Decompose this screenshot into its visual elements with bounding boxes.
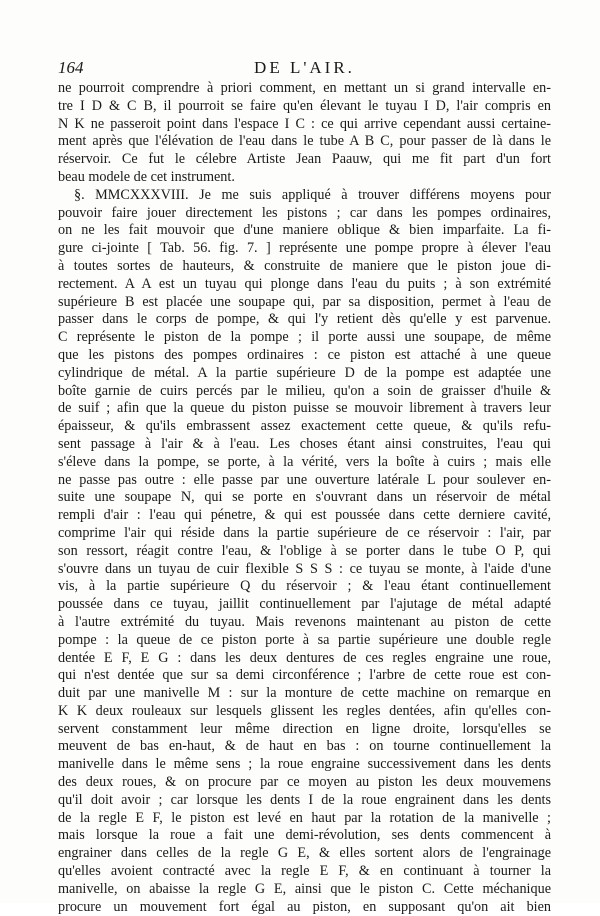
text-line: rempli d'air : l'eau qui pénetre, & qui est poussée dans cette derniere cavité, bbox=[58, 507, 551, 524]
text-line: servent constamment leur même direction en ligne droite, lorsqu'elles se bbox=[58, 720, 551, 737]
text-line: §. MMCXXXVIII. Je me suis appliqué à trouver différens moyens pour bbox=[74, 186, 551, 203]
text-line: son ressort, réagit contre l'eau, & l'oblige à se porter dans le tube O P, qui bbox=[58, 542, 551, 559]
text-line: que les pistons des pompes ordinaires : ce piston est attaché à une queue bbox=[58, 346, 551, 363]
text-line: à toutes sortes de hauteurs, & construite de maniere que le piston joue di- bbox=[58, 257, 551, 274]
text-line: s'ouvre dans un tuyau de cuir flexible S S S : ce tuyau se monte, à l'aide d'une bbox=[58, 560, 551, 577]
text-line: vis, à la partie supérieure Q du réservoir ; & l'eau étant continuellement bbox=[58, 578, 551, 595]
text-line: pouvoir faire jouer directement les pistons ; car dans les pompes ordinaires, bbox=[58, 204, 551, 221]
text-line: N K ne passeroit point dans l'espace I C : ce qui arrive cependant aussi certaine- bbox=[58, 115, 551, 132]
text-line: procure un mouvement fort égal au piston, en supposant qu'on ait bien bbox=[58, 898, 551, 915]
text-line: C représente le piston de la pompe ; il porte aussi une soupape, de même bbox=[58, 329, 551, 346]
text-line: épaisseur, & qu'ils embrassent assez exactement cette queue, & qu'ils refu- bbox=[58, 418, 551, 435]
text-line: cylindrique de métal. A la partie supérieure D de la pompe est adaptée une bbox=[58, 364, 551, 381]
text-line: K K deux rouleaux sur lesquels glissent les regles dentées, afin qu'elles con- bbox=[58, 702, 551, 719]
text-line: qu'il doit avoir ; car lorsque les dents I de la roue engrainent dans les dents bbox=[58, 791, 551, 808]
text-line: manivelle, on abaisse la regle G E, ainsi que le piston C. Cette méchanique bbox=[58, 880, 551, 897]
text-line: beau modele de cet instrument. bbox=[58, 168, 235, 185]
text-line: comprime l'air qui réside dans la partie supérieure de ce réservoir : l'air, par bbox=[58, 524, 551, 541]
text-line: s'éleve dans la pompe, se porte, à la vérité, vers la boîte à cuirs ; mais elle bbox=[58, 453, 551, 470]
text-line: gure ci-jointe [ Tab. 56. fig. 7. ] représente une pompe propre à élever l'eau bbox=[58, 240, 551, 257]
text-line: meuvent de bas en-haut, & de haut en bas : on tourne continuellement la bbox=[58, 738, 551, 755]
text-line: on ne les fait mouvoir que d'une maniere oblique & bien imparfaite. La fi- bbox=[58, 222, 551, 239]
text-line: de suif ; afin que la queue du piston puisse se mouvoir librement à travers leur bbox=[58, 400, 551, 417]
running-title: DE L'AIR. bbox=[254, 58, 355, 77]
text-line: de la regle E F, le piston est levé en haut par la rotation de la manivelle ; bbox=[58, 809, 551, 826]
text-line: qui n'est dentée que sur sa demi circonférence ; l'arbre de cette roue est con- bbox=[58, 667, 551, 684]
text-line: mais lorsque la roue a fait une demi-révolution, ses dents commencent à bbox=[58, 827, 551, 844]
text-line: pompe : la queue de ce piston porte à sa partie supérieure une double regle bbox=[58, 631, 551, 648]
page-number: 164 bbox=[58, 58, 84, 77]
running-head bbox=[58, 58, 551, 80]
text-line: qu'elles avoient contracté avec la regle E F, & en continuant à tourner la bbox=[58, 863, 551, 880]
text-line: réservoir. Ce fut le célebre Artiste Jean Paauw, qui me fit part d'un fort bbox=[58, 151, 551, 168]
text-line: ne pourroit comprendre à priori comment, en mettant un si grand intervalle en- bbox=[58, 80, 551, 96]
body-text bbox=[58, 80, 551, 916]
text-line: ment après que l'élévation de l'eau dans le tube A B C, pour passer de là dans le bbox=[58, 133, 551, 150]
text-line: passer dans le corps de pompe, & qui l'y retient dès qu'elle y est parvenue. bbox=[58, 311, 551, 328]
text-line: suite une soupape N, qui se porte en s'ouvrant dans un réservoir de métal bbox=[58, 489, 551, 506]
text-line: ne passe pas outre : elle passe par une ouverture latérale L pour soulever en- bbox=[58, 471, 551, 488]
text-line: manivelle dans le même sens ; la roue engraine successivement dans les dents bbox=[58, 756, 551, 773]
text-line: rectement. A A est un tuyau qui plonge dans l'eau du puits ; à son extrémité bbox=[58, 275, 551, 292]
text-line: sent passage à l'air & à l'eau. Les choses étant ainsi construites, l'eau qui bbox=[58, 435, 551, 452]
text-line: boîte garnie de cuirs percés par le milieu, qu'on a soin de graisser d'huile & bbox=[58, 382, 551, 399]
text-line: dentée E F, E G : dans les deux dentures de ces regles engraine une roue, bbox=[58, 649, 551, 666]
text-line: supérieure B est placée une soupape qui, par sa disposition, permet à l'eau de bbox=[58, 293, 551, 310]
text-line: des deux roues, & on procure par ce moyen au piston les deux mouvemens bbox=[58, 774, 551, 791]
text-line: tre I D & C B, il pourroit se faire qu'en élevant le tuyau I D, l'air compris en bbox=[58, 97, 551, 114]
text-line: duit par une manivelle M : sur la monture de cette machine on remarque en bbox=[58, 685, 551, 702]
text-line: à l'autre extrémité du tuyau. Mais revenons maintenant au piston de cette bbox=[58, 613, 551, 630]
text-line: poussée dans ce tuyau, jaillit continuellement par l'ajutage de métal adapté bbox=[58, 596, 551, 613]
text-line: engrainer dans celles de la regle G E, & elles sortent alors de l'engrainage bbox=[58, 845, 551, 862]
